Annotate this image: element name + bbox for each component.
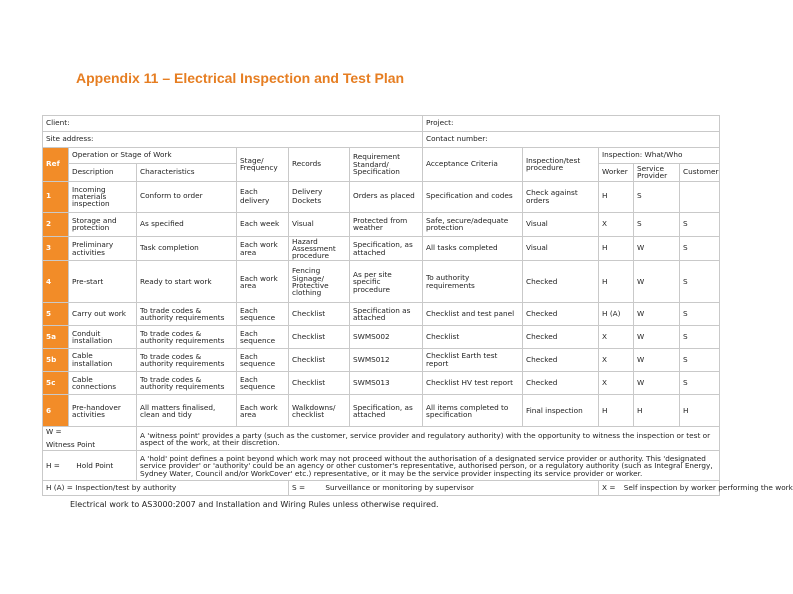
client-row — [43, 116, 720, 132]
site-address-field[interactable]: Site address: — [43, 132, 423, 148]
records-cell: Checklist — [289, 303, 350, 326]
records-cell: Fencing Signage/ Protective clothing — [289, 261, 350, 303]
service-cell: W — [634, 261, 680, 303]
customer-cell: H — [680, 395, 720, 427]
stage-cell: Each sequence — [237, 372, 289, 395]
service-cell: H — [634, 395, 680, 427]
stage-cell: Each work area — [237, 261, 289, 303]
acceptance-cell: Checklist and test panel — [423, 303, 523, 326]
procedure-cell: Checked — [523, 349, 599, 372]
acceptance-cell: Specification and codes — [423, 181, 523, 212]
col-service-provider: Service Provider — [634, 164, 680, 182]
characteristics-cell: To trade codes & authority requirements — [137, 303, 237, 326]
stage-cell: Each work area — [237, 395, 289, 427]
legend-w-label: Witness Point — [46, 439, 96, 449]
col-worker: Worker — [599, 164, 634, 182]
ref-cell: 2 — [43, 212, 69, 236]
worker-cell: H — [599, 236, 634, 261]
ref-cell: 5 — [43, 303, 69, 326]
legend-x-text: Self inspection by worker performing the work — [623, 483, 793, 493]
records-cell: Checklist — [289, 349, 350, 372]
worker-cell: X — [599, 212, 634, 236]
requirement-cell: Orders as placed — [350, 181, 423, 212]
footnote: Electrical work to AS3000:2007 and Installation and Wiring Rules unless otherwise required. — [70, 500, 439, 509]
col-customer: Customer — [680, 164, 720, 182]
description-cell: Storage and protection — [69, 212, 137, 236]
records-cell: Checklist — [289, 326, 350, 349]
contact-number-field[interactable]: Contact number: — [423, 132, 720, 148]
legend-w-code: W = — [46, 427, 62, 437]
worker-cell: H — [599, 395, 634, 427]
legend-hold-text: A 'hold' point defines a point beyond which work may not proceed without the authorisation of a designated service provider or authority. This 'designated service provider' or 'authority' could be an agency or other customer's representative, authorised person, or a regulatory authority (such as Integral Energy, Sydney Water, Council and/or WorkCover' etc.) representative, or it may be the service provider inspecting its service provider or worker. — [137, 451, 720, 481]
ref-cell: 5a — [43, 326, 69, 349]
stage-cell: Each sequence — [237, 349, 289, 372]
requirement-cell: SWMS012 — [350, 349, 423, 372]
col-ref: Ref — [43, 148, 69, 182]
col-records: Records — [289, 148, 350, 182]
worker-cell: H — [599, 261, 634, 303]
worker-cell: X — [599, 372, 634, 395]
service-cell: W — [634, 303, 680, 326]
col-stage: Stage/ Frequency — [237, 148, 289, 182]
characteristics-cell: All matters finalised, clean and tidy — [137, 395, 237, 427]
legend-ha: H (A) = Inspection/test by authority — [43, 481, 289, 496]
description-cell: Carry out work — [69, 303, 137, 326]
stage-cell: Each work area — [237, 236, 289, 261]
stage-cell: Each sequence — [237, 303, 289, 326]
requirement-cell: As per site specific procedure — [350, 261, 423, 303]
characteristics-cell: As specified — [137, 212, 237, 236]
description-cell: Pre-handover activities — [69, 395, 137, 427]
acceptance-cell: All tasks completed — [423, 236, 523, 261]
procedure-cell: Checked — [523, 326, 599, 349]
service-cell: W — [634, 372, 680, 395]
records-cell: Visual — [289, 212, 350, 236]
stage-cell: Each week — [237, 212, 289, 236]
acceptance-cell: Safe, secure/adequate protection — [423, 212, 523, 236]
legend-x — [599, 481, 793, 496]
legend-codes-row — [43, 481, 720, 496]
characteristics-cell: To trade codes & authority requirements — [137, 349, 237, 372]
worker-cell: H (A) — [599, 303, 634, 326]
service-cell: W — [634, 236, 680, 261]
legend-h-label: Hold Point — [76, 460, 114, 470]
procedure-cell: Checked — [523, 372, 599, 395]
records-cell: Delivery Dockets — [289, 181, 350, 212]
table-row — [43, 303, 720, 326]
acceptance-cell: All items completed to specification — [423, 395, 523, 427]
worker-cell: X — [599, 349, 634, 372]
col-acceptance: Acceptance Criteria — [423, 148, 523, 182]
stage-cell: Each delivery — [237, 181, 289, 212]
requirement-cell: Specification, as attached — [350, 395, 423, 427]
service-cell: W — [634, 349, 680, 372]
col-procedure: Inspection/test procedure — [523, 148, 599, 182]
characteristics-cell: To trade codes & authority requirements — [137, 372, 237, 395]
client-field[interactable]: Client: — [43, 116, 423, 132]
legend-x-code: X = — [602, 483, 616, 493]
page-title: Appendix 11 – Electrical Inspection and Test Plan — [76, 70, 405, 86]
table-row — [43, 349, 720, 372]
records-cell: Walkdowns/ checklist — [289, 395, 350, 427]
col-description: Description — [69, 164, 137, 182]
customer-cell: S — [680, 326, 720, 349]
characteristics-cell: To trade codes & authority requirements — [137, 326, 237, 349]
customer-cell: S — [680, 303, 720, 326]
legend-h-code: H = — [46, 460, 60, 470]
requirement-cell: Protected from weather — [350, 212, 423, 236]
header-row-1 — [43, 148, 720, 164]
procedure-cell: Check against orders — [523, 181, 599, 212]
requirement-cell: SWMS013 — [350, 372, 423, 395]
ref-cell: 1 — [43, 181, 69, 212]
legend-s-text: Surveillance or monitoring by supervisor — [325, 483, 474, 493]
service-cell: S — [634, 212, 680, 236]
service-cell: W — [634, 326, 680, 349]
customer-cell: S — [680, 236, 720, 261]
ref-cell: 4 — [43, 261, 69, 303]
ref-cell: 6 — [43, 395, 69, 427]
procedure-cell: Visual — [523, 212, 599, 236]
acceptance-cell: Checklist HV test report — [423, 372, 523, 395]
worker-cell: H — [599, 181, 634, 212]
col-inspection-group: Inspection: What/Who — [599, 148, 720, 164]
ref-cell: 5c — [43, 372, 69, 395]
acceptance-cell: Checklist Earth test report — [423, 349, 523, 372]
table-row — [43, 236, 720, 261]
project-field[interactable]: Project: — [423, 116, 720, 132]
description-cell: Pre-start — [69, 261, 137, 303]
legend-hold-row — [43, 451, 720, 481]
table-row — [43, 212, 720, 236]
site-row — [43, 132, 720, 148]
procedure-cell: Visual — [523, 236, 599, 261]
acceptance-cell: To authority requirements — [423, 261, 523, 303]
requirement-cell: SWMS002 — [350, 326, 423, 349]
legend-hold-key — [43, 451, 137, 481]
customer-cell — [680, 181, 720, 212]
worker-cell: X — [599, 326, 634, 349]
col-characteristics: Characteristics — [137, 164, 237, 182]
col-requirement: Requirement Standard/ Specification — [350, 148, 423, 182]
col-operation-group: Operation or Stage of Work — [69, 148, 237, 164]
customer-cell: S — [680, 349, 720, 372]
requirement-cell: Specification, as attached — [350, 236, 423, 261]
table-row — [43, 372, 720, 395]
legend-witness-row — [43, 427, 720, 451]
characteristics-cell: Ready to start work — [137, 261, 237, 303]
itp-table — [42, 115, 793, 496]
records-cell: Checklist — [289, 372, 350, 395]
acceptance-cell: Checklist — [423, 326, 523, 349]
legend-witness-key — [43, 427, 137, 451]
table-row — [43, 395, 720, 427]
description-cell: Cable installation — [69, 349, 137, 372]
characteristics-cell: Task completion — [137, 236, 237, 261]
table-row — [43, 326, 720, 349]
description-cell: Preliminary activities — [69, 236, 137, 261]
customer-cell: S — [680, 261, 720, 303]
table-row — [43, 181, 720, 212]
procedure-cell: Checked — [523, 303, 599, 326]
legend-s — [289, 481, 599, 496]
ref-cell: 3 — [43, 236, 69, 261]
ref-cell: 5b — [43, 349, 69, 372]
characteristics-cell: Conform to order — [137, 181, 237, 212]
procedure-cell: Final inspection — [523, 395, 599, 427]
legend-witness-text: A 'witness point' provides a party (such as the customer, service provider and regulatory authority) with the opportunity to witness the inspection or test or aspect of the work, at their discretion. — [137, 427, 720, 451]
legend-s-code: S = — [292, 483, 306, 493]
description-cell: Incoming materials inspection — [69, 181, 137, 212]
service-cell: S — [634, 181, 680, 212]
description-cell: Conduit installation — [69, 326, 137, 349]
customer-cell: S — [680, 212, 720, 236]
stage-cell: Each sequence — [237, 326, 289, 349]
description-cell: Cable connections — [69, 372, 137, 395]
requirement-cell: Specification as attached — [350, 303, 423, 326]
procedure-cell: Checked — [523, 261, 599, 303]
customer-cell: S — [680, 372, 720, 395]
table-row — [43, 261, 720, 303]
records-cell: Hazard Assessment procedure — [289, 236, 350, 261]
